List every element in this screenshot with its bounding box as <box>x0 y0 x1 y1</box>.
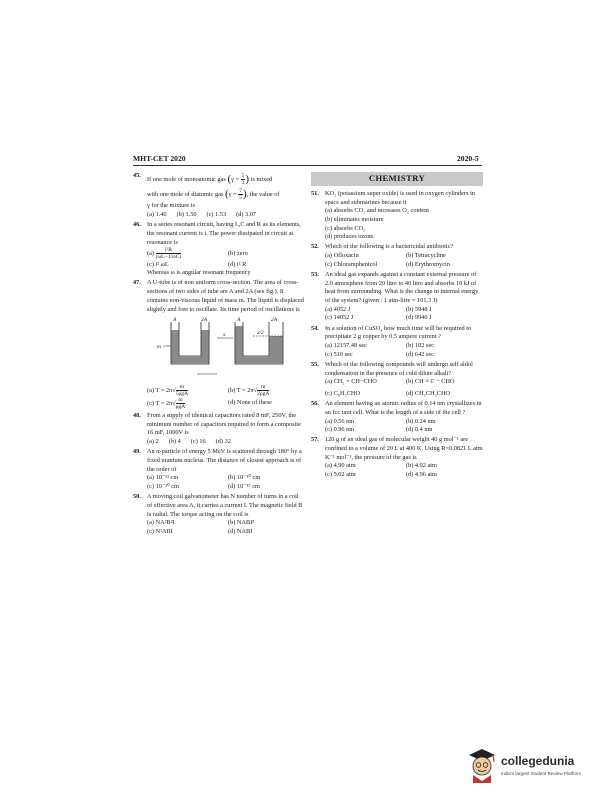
question-number: 55. <box>311 360 319 368</box>
option-c[interactable]: (c) 1.53 <box>206 211 227 219</box>
question-number: 52. <box>311 243 319 251</box>
option-b[interactable]: (b) NABI² <box>228 519 255 527</box>
question-text: KO₂ (potassium super oxide) is used in oxygen cylinders in space and submarines because it <box>325 189 475 206</box>
question-number: 46. <box>133 221 141 229</box>
option-d[interactable]: (d) NABI <box>228 527 253 535</box>
option-d[interactable]: (d) i² R <box>228 260 247 268</box>
question-number: 53. <box>311 271 319 279</box>
question-51 <box>311 190 483 242</box>
option-c[interactable]: (c) 0.96 nm <box>325 426 355 434</box>
options <box>325 462 483 479</box>
option-c[interactable]: (c) 10⁻²⁰ cm <box>147 482 179 490</box>
header-right: 2020-5 <box>457 154 479 163</box>
question-number: 54. <box>311 324 319 332</box>
option-d[interactable]: (d) Erythromycin <box>406 260 450 268</box>
options <box>147 247 305 269</box>
question-text: A U-tube is of non uniform cross-section. The area of cross-sections of two sides of tube are A and 2A (see fig.). It contains non-viscous liquid of mass m. The liquid is displaced slightly and free to oscillate. Its time period of oscillations is <box>147 279 304 313</box>
question-57 <box>311 436 483 479</box>
question-47 <box>133 279 305 410</box>
question-56 <box>311 400 483 435</box>
option-a[interactable]: (a) 1.40 <box>147 211 167 219</box>
option-c[interactable]: (c) i² ωL <box>147 260 169 268</box>
option-b[interactable]: (b) eliminates moisture <box>325 215 384 223</box>
option-c[interactable]: (c) absorbs CO₂ <box>325 224 366 232</box>
label-x-half: x/2 <box>257 330 264 337</box>
header-left: MHT-CET 2020 <box>133 154 186 163</box>
question-53 <box>311 271 483 323</box>
options <box>325 418 483 435</box>
options <box>325 252 483 269</box>
option-b[interactable]: (b) CH ≡ C − CHO <box>406 378 455 386</box>
question-54 <box>311 325 483 360</box>
option-a[interactable]: (a) T = 2π√ $\frac{m}{\text{5ρgA}}$ <box>147 383 189 398</box>
logo-name: collegedunia <box>501 754 575 768</box>
option-b[interactable]: (b) 4 <box>168 438 181 445</box>
label-2a2: 2A <box>271 317 278 324</box>
header-rule <box>133 165 482 166</box>
logo-tagline: India's largest Student Review Platform <box>501 771 582 776</box>
label-x: x <box>223 332 226 339</box>
fraction: $\frac{5}{3}$ <box>241 172 245 187</box>
option-d[interactable]: (d) 642 sec <box>406 350 434 358</box>
option-d[interactable]: (d) 0.4 nm <box>406 426 433 434</box>
question-text: In a solution of CuSO₄ how much time will be required to precipitate 2 g copper by 0.5 ampere current ? <box>325 324 472 341</box>
section-title-chemistry: CHEMISTRY <box>311 172 483 186</box>
options <box>147 211 305 220</box>
option-d[interactable]: (d) 9940 J <box>406 314 432 322</box>
right-column <box>311 172 483 481</box>
label-m: m <box>157 344 161 351</box>
option-c[interactable]: (c) N²ABI <box>147 527 173 535</box>
option-a[interactable]: (a) 2 <box>147 438 159 445</box>
question-number: 47. <box>133 279 141 287</box>
question-number: 45. <box>133 172 141 179</box>
label-2a1: 2A <box>201 317 208 324</box>
question-55 <box>311 361 483 399</box>
question-text: Which of the following compounds will undergo self aldol condensation in the presence of cold dilute alkali? <box>325 360 473 377</box>
option-b[interactable]: (b) 5948 J <box>406 305 432 313</box>
options <box>325 342 483 359</box>
option-a[interactable]: (a) absorbs CO₂ and increases O₂ content <box>325 207 430 215</box>
option-b[interactable]: (b) 0.24 nm <box>406 417 436 425</box>
question-text: An ideal gas expands against a constant external pressure of 2.0 atmosphere from 20 litre to 40 litre and absorbs 10 kJ of heat from surrounding. What is the change in internal energy of the system? (given : 1 atm-litre = 101.3 J) <box>325 271 479 305</box>
option-b[interactable]: (b) 102 sec <box>406 342 434 350</box>
option-a[interactable]: (a) Ofloxacin <box>325 252 359 260</box>
question-48 <box>133 412 305 447</box>
question-45: 45. If one mole of monoatomic gas (γ = $\frac{5}{3}$ ) is mixed with one mole of diatomic gas (γ = $\frac{7}{5}$ ), the value of γ for the mixture is (a) 1.40 (b) 1.50 (c) 1.53 (d) 3.07 <box>133 172 305 220</box>
option-b[interactable]: (b) zero <box>228 249 248 257</box>
question-text: If one mole of monoatomic gas (γ = $\frac{5}{3}$ ) is mixed <box>147 172 273 187</box>
question-52 <box>311 243 483 269</box>
question-text: 120 g of an ideal gas of molecular weight 40 g mol⁻¹ are confined to a volume of 20 L at 400 K. Using R=0.0821 L atm K⁻¹ mol⁻¹, the pressure of the gas is <box>325 436 483 461</box>
question-text: An element having an atomic radius of 0.14 nm crystallizes in an fcc unit cell. What is the length of a side of the cell ? <box>325 400 482 416</box>
options <box>147 438 305 447</box>
option-d[interactable]: (d) CH₃CH₂CHO <box>406 389 451 397</box>
question-number: 49. <box>133 448 141 456</box>
option-a[interactable]: (a) 12157.48 sec <box>325 342 367 350</box>
option-b[interactable]: (b) Tetracycline <box>406 252 446 260</box>
question-number: 51. <box>311 189 319 197</box>
question-text: An α-particle of energy 5 MeV is scattered through 180° by a fixed uranium nucleus. The distance of closest approach is of the order of <box>147 448 302 473</box>
label-a2: A <box>237 317 241 324</box>
option-d[interactable]: (d) 32 <box>215 438 231 445</box>
option-b[interactable]: (b) 10⁻¹⁰ cm <box>228 474 261 482</box>
question-note: Whereas ω is angular resonant frequency <box>147 269 251 277</box>
question-50 <box>133 493 305 536</box>
option-d[interactable]: (d) None of these <box>228 399 272 407</box>
label-a1: A <box>173 317 177 324</box>
question-text: In a series resonant circuit, having L,C and R as its elements, the resonant current is i. The power dissipated in circuit at resonance is <box>147 221 301 246</box>
question-number: 56. <box>311 400 319 408</box>
question-49 <box>133 448 305 491</box>
fraction: $\frac{7}{5}$ <box>239 188 242 202</box>
option-a[interactable]: (a) 4.90 atm <box>325 462 356 470</box>
question-text: Which of the following is a bactericidal antibiotic? <box>325 243 454 251</box>
options <box>147 384 305 411</box>
question-text: From a supply of identical capacitors rated 8 mF, 250V, the minimum number of capacitors required to form a composite 16 mF, 1000V is <box>147 411 301 437</box>
option-c[interactable]: (c) 14052 J <box>325 314 354 322</box>
options <box>325 306 483 323</box>
graduate-mascot-icon <box>465 745 499 783</box>
option-c[interactable]: (c) 16 <box>190 438 206 445</box>
option-a[interactable]: (a) 0.56 nm <box>325 417 355 425</box>
option-a[interactable]: (a) 4052 J <box>325 305 351 313</box>
option-b[interactable]: (b) 1.50 <box>176 211 197 219</box>
option-d[interactable]: (d) 4.96 atm <box>406 471 437 479</box>
question-number: 48. <box>133 411 141 419</box>
collegedunia-logo <box>465 745 612 785</box>
option-c[interactable]: (c) C₆H₅CHO <box>325 389 360 397</box>
option-b[interactable]: (b) 4.92 atm <box>406 462 437 470</box>
question-number: 57. <box>311 436 319 444</box>
u-tube-figure <box>157 316 297 378</box>
options <box>147 519 305 536</box>
option-c[interactable]: (c) Chloramphenicol <box>325 260 378 268</box>
fraction: $\frac{\text{i²R}}{(\omega L-1/\omega C)}$ <box>155 247 182 261</box>
question-text: A moving coil galvanometer has N number of turns in a coil of effective area A, it carries a current I. The magnetic field B is radial. The torque acting on the coil is <box>147 493 303 518</box>
option-d[interactable]: (d) 10⁻¹⁵ cm <box>228 482 260 490</box>
option-c[interactable]: (c) T = 2π√ $\frac{m}{\text{ρgA}}$ <box>147 397 186 411</box>
options <box>325 378 483 398</box>
question-number: 50. <box>133 493 141 501</box>
option-a[interactable]: (a) 10⁻¹² cm <box>147 474 179 482</box>
option-d[interactable]: (d) produces ozone. <box>325 233 375 241</box>
option-c[interactable]: (c) 510 sec <box>325 350 353 358</box>
option-a[interactable]: (a) $\frac{\text{i²R}}{(\omega L-1/\omega C)}$ <box>147 247 182 261</box>
option-a[interactable]: (a) CH₂ = CH−CHO <box>325 378 377 386</box>
option-b[interactable]: (b) T = 2π√ $\frac{m}{\text{2ρgA}}$ <box>228 383 270 398</box>
option-d[interactable]: (d) 3.07 <box>236 211 257 219</box>
question-46 <box>133 221 305 278</box>
option-a[interactable]: (a) NA²B²I <box>147 519 175 527</box>
left-column <box>133 172 305 538</box>
options <box>147 474 305 491</box>
option-c[interactable]: (c) 5.02 atm <box>325 471 356 479</box>
